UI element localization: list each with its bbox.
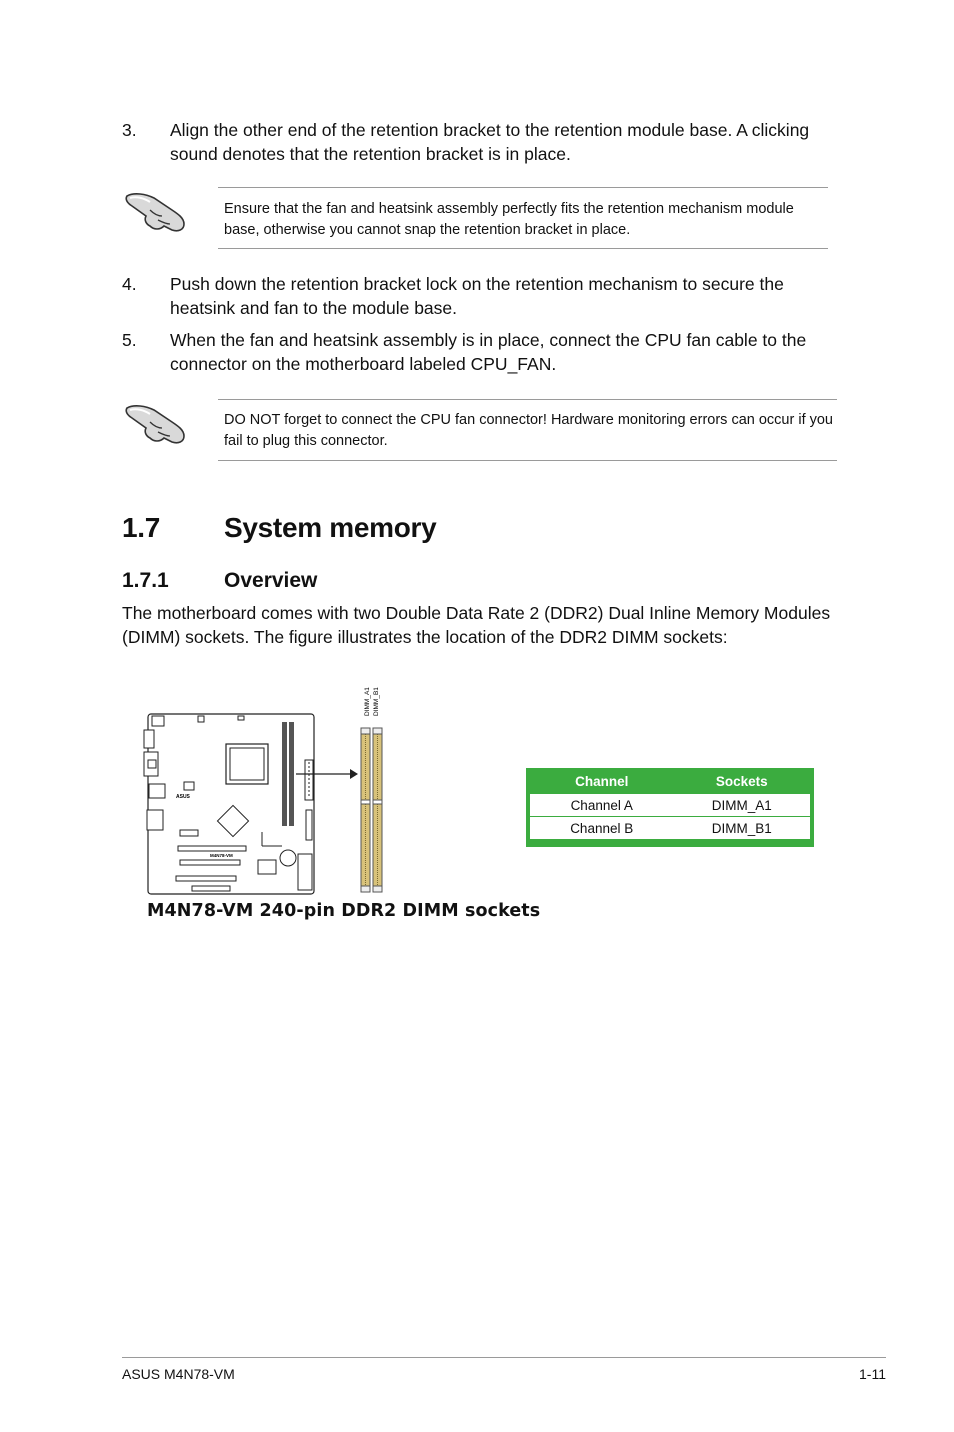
table-row [530, 794, 810, 817]
figure-caption: M4N78-VM 240-pin DDR2 DIMM sockets [147, 901, 541, 921]
note-text: DO NOT forget to connect the CPU fan connector! Hardware monitoring errors can occur if you fail to plug this connector. [224, 412, 833, 449]
motherboard-diagram [140, 672, 400, 898]
table-cell: DIMM_A1 [673, 794, 810, 817]
column-header: Sockets [715, 773, 768, 789]
section-heading [122, 512, 437, 544]
channel-table [526, 768, 814, 847]
note-text: Ensure that the fan and heatsink assembly perfectly fits the retention mechanism module base, otherwise you cannot snap the retention bracket in place. [224, 201, 794, 238]
step-3 [122, 119, 842, 169]
table-row [530, 817, 810, 840]
subsection-heading [122, 569, 318, 593]
step-text: When the fan and heatsink assembly is in place, connect the CPU fan cable to the connector on the motherboard labeled CPU_FAN. [170, 330, 807, 374]
page-number: 1-11 [859, 1366, 886, 1382]
board-label: M4N78-VM [210, 853, 233, 858]
footer-divider [122, 1357, 886, 1358]
section-number: 1.7 [122, 512, 161, 543]
step-number: 4. [122, 274, 137, 294]
dimm-label-b1: DIMM_B1 [373, 687, 380, 716]
pointing-hand-icon [124, 398, 188, 446]
subsection-number: 1.7.1 [122, 569, 169, 592]
table-header-row [530, 768, 810, 794]
note-box [218, 187, 828, 249]
table-cell: Channel B [530, 817, 673, 840]
step-5 [122, 329, 842, 379]
dimm-label-a1: DIMM_A1 [364, 687, 371, 716]
subsection-title: Overview [224, 569, 318, 592]
step-number: 3. [122, 120, 137, 140]
section-title: System memory [224, 512, 437, 543]
table-cell: Channel A [530, 794, 673, 817]
table-cell: DIMM_B1 [673, 817, 810, 840]
note-box [218, 399, 837, 461]
footer-left: ASUS M4N78-VM [122, 1366, 235, 1382]
step-text: Align the other end of the retention bracket to the retention module base. A clicking sound denotes that the retention bracket is in place. [170, 120, 810, 164]
overview-paragraph: The motherboard comes with two Double Data Rate 2 (DDR2) Dual Inline Memory Modules (DIMM) sockets. The figure illustrates the location of the DDR2 DIMM sockets: [122, 603, 831, 647]
step-text: Push down the retention bracket lock on the retention mechanism to secure the heatsink and fan to the module base. [170, 274, 784, 318]
step-4 [122, 273, 842, 323]
column-header: Channel [575, 773, 629, 789]
step-number: 5. [122, 330, 137, 350]
pointing-hand-icon [124, 186, 188, 234]
brand-label: ASUS [176, 794, 190, 800]
